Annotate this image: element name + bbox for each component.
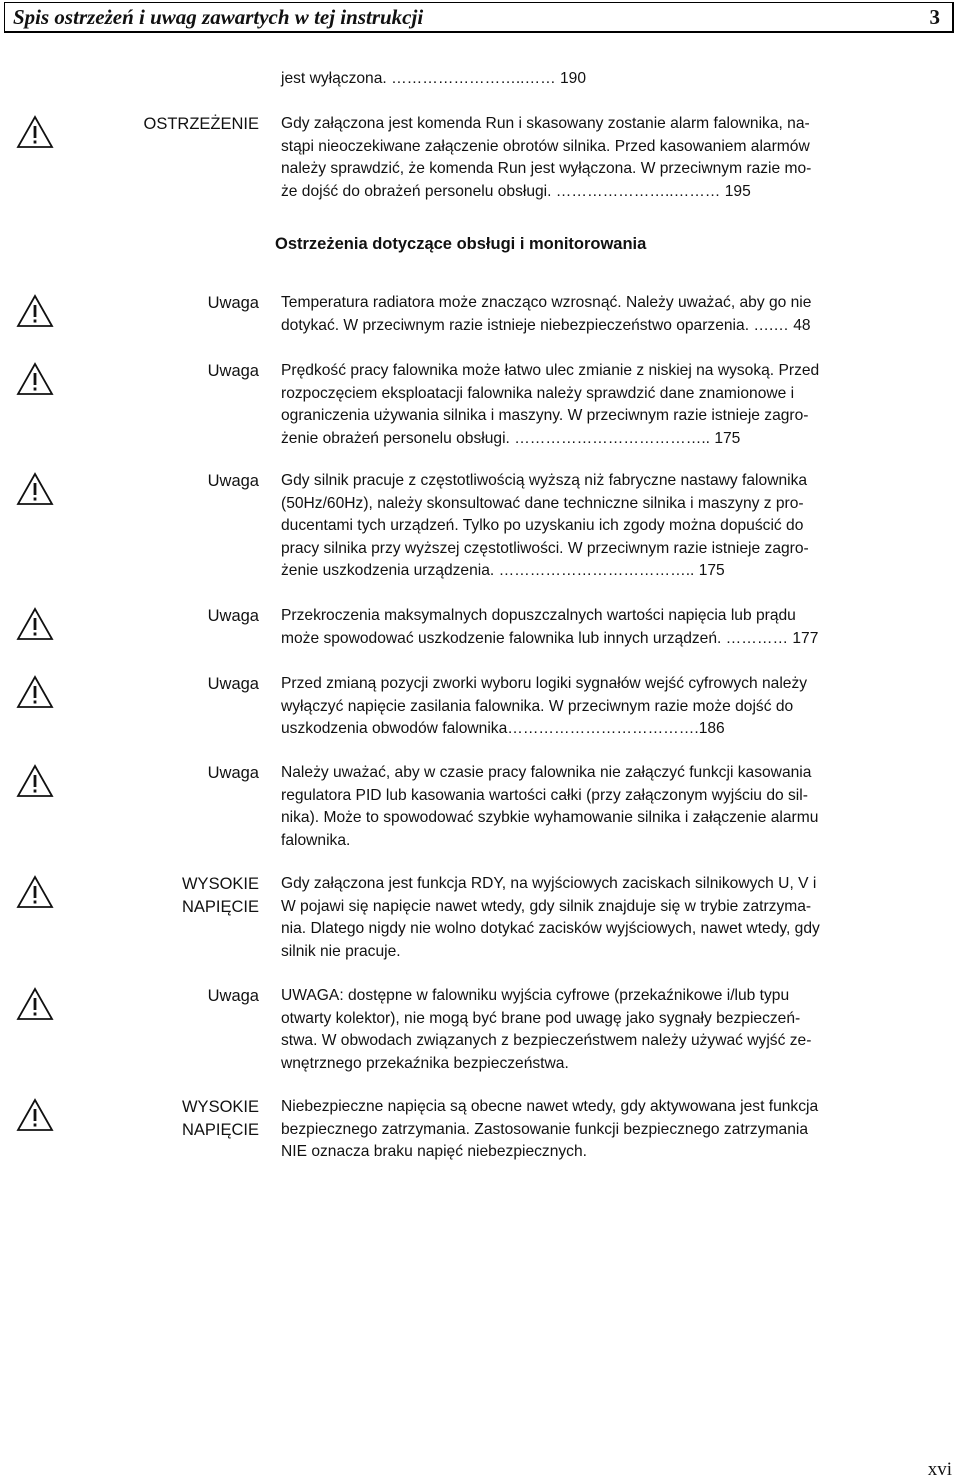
notice-label-line: Uwaga: [207, 362, 259, 380]
notice-label-line: Uwaga: [207, 675, 259, 693]
warning-icon: [16, 875, 54, 909]
notice-label: [208, 985, 259, 1008]
notice-label: [208, 292, 259, 315]
text-line: Przed zmianą pozycji zworki wyboru logiki sygnałów wejść cyfrowych należy: [281, 675, 808, 692]
notice-text: [281, 873, 946, 963]
text-line: nia. Dlatego nigdy nie wolno dotykać zacisków wyjściowych, nawet wtedy, gdy: [281, 920, 820, 937]
notice-label: [208, 360, 259, 383]
text-line: Należy uważać, aby w czasie pracy falownika nie załączyć funkcji kasowania: [281, 764, 812, 781]
warning-icon: [16, 987, 54, 1021]
text-line: (50Hz/60Hz), należy skonsultować dane techniczne silnika i maszyny z pro-: [281, 494, 804, 512]
text-line: W pojawi się napięcie nawet wtedy, gdy silnik znajduje się w trybie zatrzyma-: [281, 897, 812, 915]
notice-text: [281, 605, 946, 650]
notice-text: [281, 292, 946, 337]
text-line: uszkodzenia obwodów falownika……………………………….186: [281, 720, 725, 737]
text-line: dotykać. W przeciwnym razie istnieje niebezpieczeństwo oparzenia. ….… 48: [281, 316, 811, 334]
text-line: NIE oznacza braku napięć niebezpiecznych.: [281, 1143, 587, 1160]
notice-text: [281, 113, 946, 203]
notice-label: [208, 762, 259, 785]
text-line: żenie uszkodzenia urządzenia. ……………………………….. 175: [281, 562, 725, 579]
text-line: pracy silnika przy wyższej częstotliwości. W przeciwnym razie istnieje zagro-: [281, 539, 809, 557]
notice-label-line: Uwaga: [207, 987, 259, 1005]
notice-label-line: Uwaga: [207, 294, 259, 312]
text-line: stąpi nieoczekiwane załączenie obrotów silnika. Przed kasowaniem alarmów: [281, 137, 810, 155]
notice-label: [208, 673, 259, 696]
text-line: że dojść do obrażeń personelu obsługi. …………………..……… 195: [281, 182, 751, 200]
notice-text: [281, 985, 946, 1075]
notice-label: [143, 113, 259, 136]
notice-text: [281, 673, 946, 741]
warning-icon: [16, 1098, 54, 1132]
text-line: ducentami tych urządzeń. Tylko po uzyskaniu ich zgody można dopuścić do: [281, 517, 804, 534]
notice-label: [208, 605, 259, 628]
text-line: wyłączyć napięcie zasilania falownika. W przeciwnym razie może dojść do: [281, 697, 794, 715]
text-line: nika). Może to spowodować szybkie wyhamowanie silnika i załączenie alarmu: [281, 809, 819, 826]
notice-text: [281, 1096, 946, 1164]
text-line: należy sprawdzić, że komenda Run jest wyłączona. W przeciwnym razie mo-: [281, 160, 812, 177]
text-line: regulatora PID lub kasowania wartości całki (przy załączonym wyjściu do sil-: [281, 786, 808, 804]
header-title: Spis ostrzeżeń i uwag zawartych w tej instrukcji: [13, 5, 424, 29]
text-line: Prędkość pracy falownika może łatwo ulec zmianie z niskiej na wysoką. Przed: [281, 362, 820, 379]
notice-text: [281, 470, 946, 583]
text-line: Gdy silnik pracuje z częstotliwością wyższą niż fabryczne nastawy falownika: [281, 472, 808, 489]
text-line: UWAGA: dostępne w falowniku wyjścia cyfrowe (przekaźnikowe i/lub typu: [281, 987, 790, 1004]
header-page-number: 3: [929, 5, 940, 29]
text-line: żenie obrażeń personelu obsługi. ……………………………….. 175: [281, 429, 741, 447]
notice-label: [208, 470, 259, 493]
warning-icon: [16, 675, 54, 709]
text-line: Gdy załączona jest komenda Run i skasowany zostanie alarm falownika, na-: [281, 115, 810, 132]
text-line: może spowodować uszkodzenie falownika lub innych urządzeń. ………… 177: [281, 629, 819, 647]
warning-icon: [16, 607, 54, 641]
text-line: rozpoczęciem eksploatacji falownika należy sprawdzić dane znamionowe i: [281, 384, 795, 402]
continuation-text: [281, 68, 946, 91]
text-line: falownika.: [281, 831, 351, 849]
section-heading: Ostrzeżenia dotyczące obsługi i monitorowania: [275, 235, 647, 253]
warning-icon: [16, 764, 54, 798]
notice-text: [281, 360, 946, 450]
warning-icon: [16, 115, 54, 149]
text-line: stwa. W obwodach związanych z bezpieczeństwem należy używać wyjść ze-: [281, 1032, 812, 1049]
text-line: silnik nie pracuje.: [281, 942, 401, 960]
notice-label-line: NAPIĘCIE: [181, 1120, 259, 1139]
notice-label: [182, 1096, 259, 1141]
notice-label-line: WYSOKIE: [181, 875, 259, 893]
warning-icon: [16, 472, 54, 506]
text-line: Przekroczenia maksymalnych dopuszczalnych wartości napięcia lub prądu: [281, 607, 796, 624]
text-line: jest wyłączona. ……………………..…… 190: [281, 70, 587, 87]
text-line: wnętrznego przekaźnika bezpieczeństwa.: [281, 1054, 569, 1072]
text-line: bezpiecznego zatrzymania. Zastosowanie funkcji bezpiecznego zatrzymania: [281, 1120, 808, 1138]
notice-label-line: WYSOKIE: [181, 1098, 259, 1116]
footer-page-number: xvi: [927, 1459, 952, 1480]
text-line: Gdy załączona jest funkcja RDY, na wyjściowych zaciskach silnikowych U, V i: [281, 875, 817, 892]
text-line: otwarty kolektor), nie mogą być brane pod uwagę jako sygnały bezpieczeń-: [281, 1009, 801, 1027]
text-line: ograniczenia używania silnika i maszyny. W przeciwnym razie istnieje zagro-: [281, 407, 809, 424]
notice-label-line: Uwaga: [207, 764, 259, 782]
notice-label: [182, 873, 259, 918]
text-line: Temperatura radiatora może znacząco wzrosnąć. Należy uważać, aby go nie: [281, 294, 812, 311]
notice-label-line: Uwaga: [207, 472, 259, 490]
notice-label-line: Uwaga: [207, 607, 259, 625]
warning-icon: [16, 294, 54, 328]
page-header: [4, 2, 954, 33]
notice-label-line: OSTRZEŻENIE: [143, 115, 259, 133]
notice-label-line: NAPIĘCIE: [181, 897, 259, 916]
warning-icon: [16, 362, 54, 396]
notice-text: [281, 762, 946, 852]
text-line: Niebezpieczne napięcia są obecne nawet wtedy, gdy aktywowana jest funkcja: [281, 1098, 819, 1115]
